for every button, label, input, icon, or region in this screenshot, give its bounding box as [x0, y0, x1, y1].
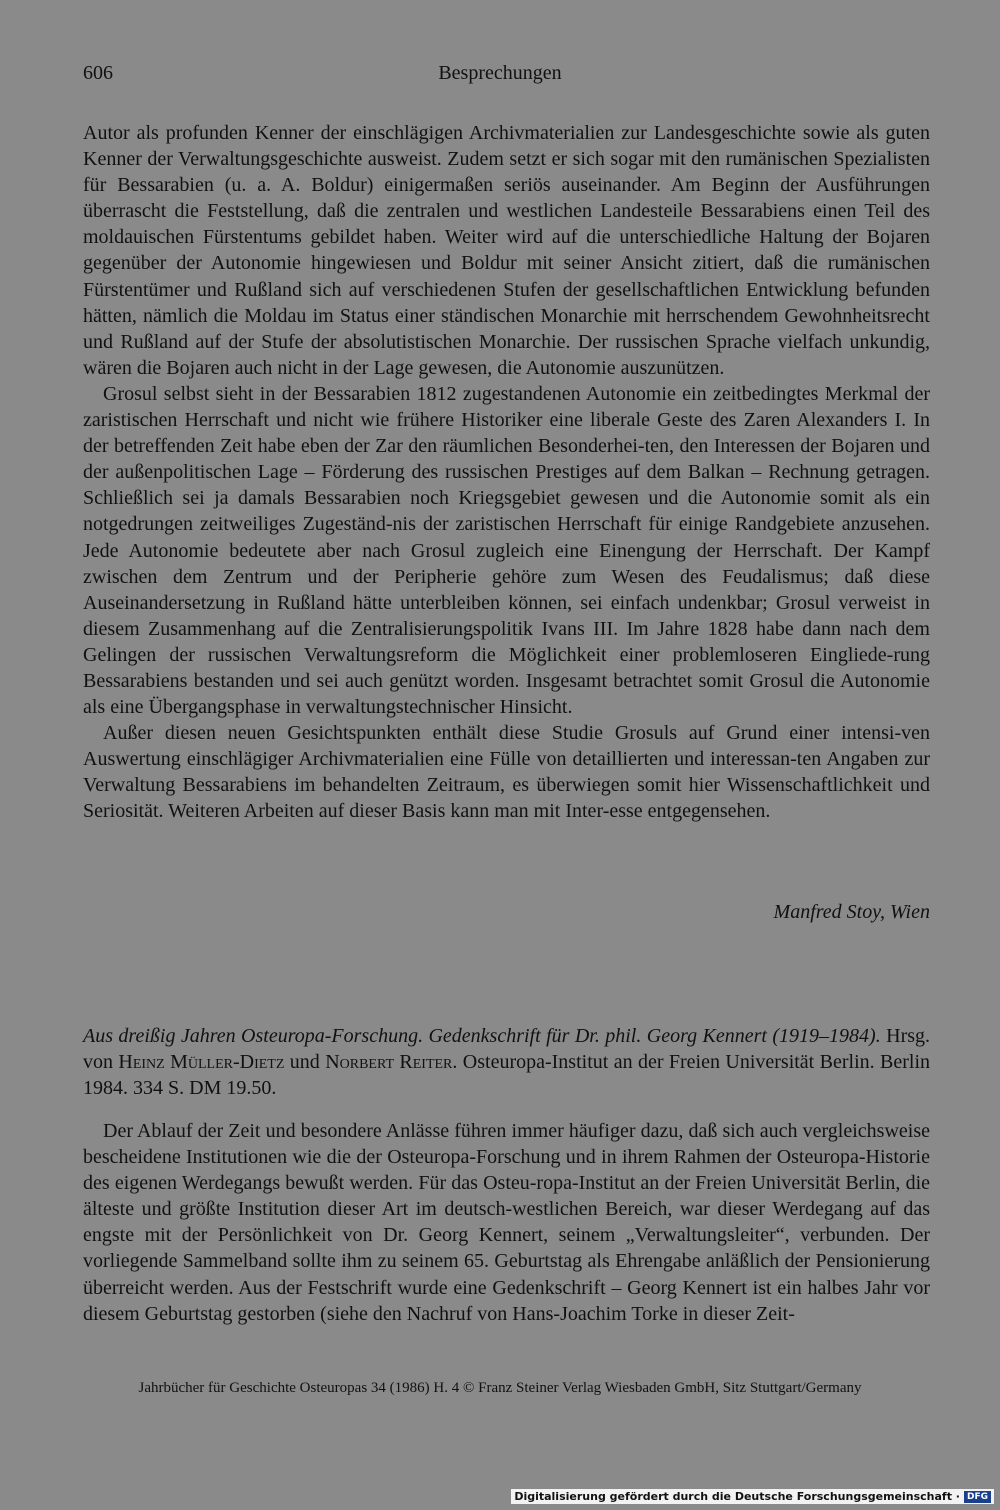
paragraph: Der Ablauf der Zeit und besondere Anlässe führen immer häufiger dazu, daß sich auch vergleichsweise bescheidene Institutionen wie die der Osteuropa-Forschung und in ihrem Rahmen der Osteuropa-Historie des eigenen Werdegangs bewußt werden. Für das Osteu-ropa-Institut an der Freien Universität Berlin, die älteste und größte Institution dieser Art im deutsch-westlichen Bereich, war dieser Werdegang auf das engste mit der Persönlichkeit von Dr. Georg Kennert, seinem „Verwaltungsleiter“, verbunden. Der vorliegende Sammelband sollte ihm zu seinem 65. Geburtstag als Ehrengabe anläßlich der Pensionierung überreicht werden. Aus der Festschrift wurde eine Gedenkschrift – Georg Kennert ist ein halbes Jahr vor diesem Geburtstag gestorben (siehe den Nachruf von Hans-Joachim Torke in dieser Zeit-: [83, 1120, 930, 1325]
review-body: [83, 1118, 930, 1327]
book-title: Aus dreißig Jahren Osteuropa-Forschung. Gedenkschrift für Dr. phil. Georg Kennert (1919–1984).: [83, 1025, 881, 1047]
running-head: Besprechungen: [438, 62, 562, 84]
paragraph: Autor als profunden Kenner der einschlägigen Archivmaterialien zur Landesgeschichte sowie als guten Kenner der Verwaltungsgeschichte ausweist. Zudem setzt er sich sogar mit den rumänischen Spezialisten für Bessarabien (u. a. A. Boldur) einigermaßen seriös auseinander. Am Beginn der Ausführungen überrascht die Feststellung, daß die zentralen und westlichen Landesteile Bessarabiens einen Teil des moldauischen Fürstentums gebildet haben. Weiter wird auf die unterschiedliche Haltung der Bojaren gegenüber der Autonomie hingewiesen und Boldur mit seiner Ansicht zitiert, daß die rumänischen Fürstentümer und Rußland sich auf verschiedenen Stufen der gesellschaftlichen Entwicklung befunden hätten, nämlich die Moldau im Status einer ständischen Monarchie mit herrschendem Gewohnheitsrecht und Rußland auf der Stufe der absolutistischen Monarchie. Der russischen Sprache vielfach unkundig, wären die Bojaren auch nicht in der Lage gewesen, die Autonomie auszunützen.: [83, 122, 930, 379]
bibliographic-entry: [83, 1023, 930, 1101]
dfg-logo: DFG: [964, 1491, 991, 1503]
bib-und: und: [289, 1051, 320, 1073]
editor-name: Heinz Müller-Dietz: [118, 1051, 285, 1073]
review-body: [83, 120, 930, 825]
journal-footer: Jahrbücher für Geschichte Osteuropas 34 (1986) H. 4 © Franz Steiner Verlag Wiesbaden GmbH, Sitz Stuttgart/Germany: [138, 1380, 862, 1396]
bib-hrsg: Hrsg. von: [83, 1025, 931, 1073]
page-number: 606: [83, 62, 113, 84]
paragraph: Grosul selbst sieht in der Bessarabien 1812 zugestandenen Autonomie ein zeitbedingtes Merkmal der zaristischen Herrschaft und nicht wie frühere Historiker eine liberale Geste des Zaren Alexanders I. In der betreffenden Zeit habe eben der Zar den räumlichen Besonderhei-ten, den Interessen der Bojaren und der außenpolitischen Lage – Förderung des russischen Prestiges auf dem Balkan – Rechnung getragen. Schließlich sei ja damals Bessarabien noch Kriegsgebiet gewesen und die Autonomie somit als ein notgedrungen zeitweiliges Zugeständ-nis der zaristischen Herrschaft für einige Randgebiete anzusehen. Jede Autonomie bedeutete aber nach Grosul zugleich eine Einengung der Herrschaft. Der Kampf zwischen dem Zentrum und der Peripherie gehöre zum Wesen des Feudalismus; daß diese Auseinandersetzung in Rußland hätte unterbleiben können, sei einfach undenkbar; Grosul verweist in diesem Zusammenhang auf die Zentralisierungspolitik Ivans III. Im Jahre 1828 habe dann nach dem Gelingen der russischen Verwaltungsreform die Möglichkeit einer problemloseren Eingliede-rung Bessarabiens bestanden und sei auch genützt worden. Insgesamt betrachtet somit Grosul die Autonomie als eine Übergangsphase in verwaltungstechnischer Hinsicht.: [83, 382, 930, 719]
paragraph: Außer diesen neuen Gesichtspunkten enthält diese Studie Grosuls auf Grund einer intensi-ven Auswertung einschlägiger Archivmaterialien eine Fülle von detaillierten und interessan-ten Angaben zur Verwaltung Bessarabiens im behandelten Zeitraum, es überwiegen somit hier Wissenschaftlichkeit und Seriosität. Weiteren Arbeiten auf dieser Basis kann man mit Inter-esse entgegensehen.: [83, 722, 930, 823]
dfg-banner: [511, 1489, 994, 1504]
publication-details: . Osteuropa-Institut an der Freien Universität Berlin. Berlin 1984. 334 S. DM 19.50.: [83, 1051, 930, 1099]
dfg-banner-text: Digitalisierung gefördert durch die Deutsche Forschungsgemeinschaft ·: [514, 1490, 960, 1503]
editor-name: Norbert Reiter: [325, 1051, 453, 1073]
reviewer-signature: Manfred Stoy, Wien: [773, 901, 930, 923]
